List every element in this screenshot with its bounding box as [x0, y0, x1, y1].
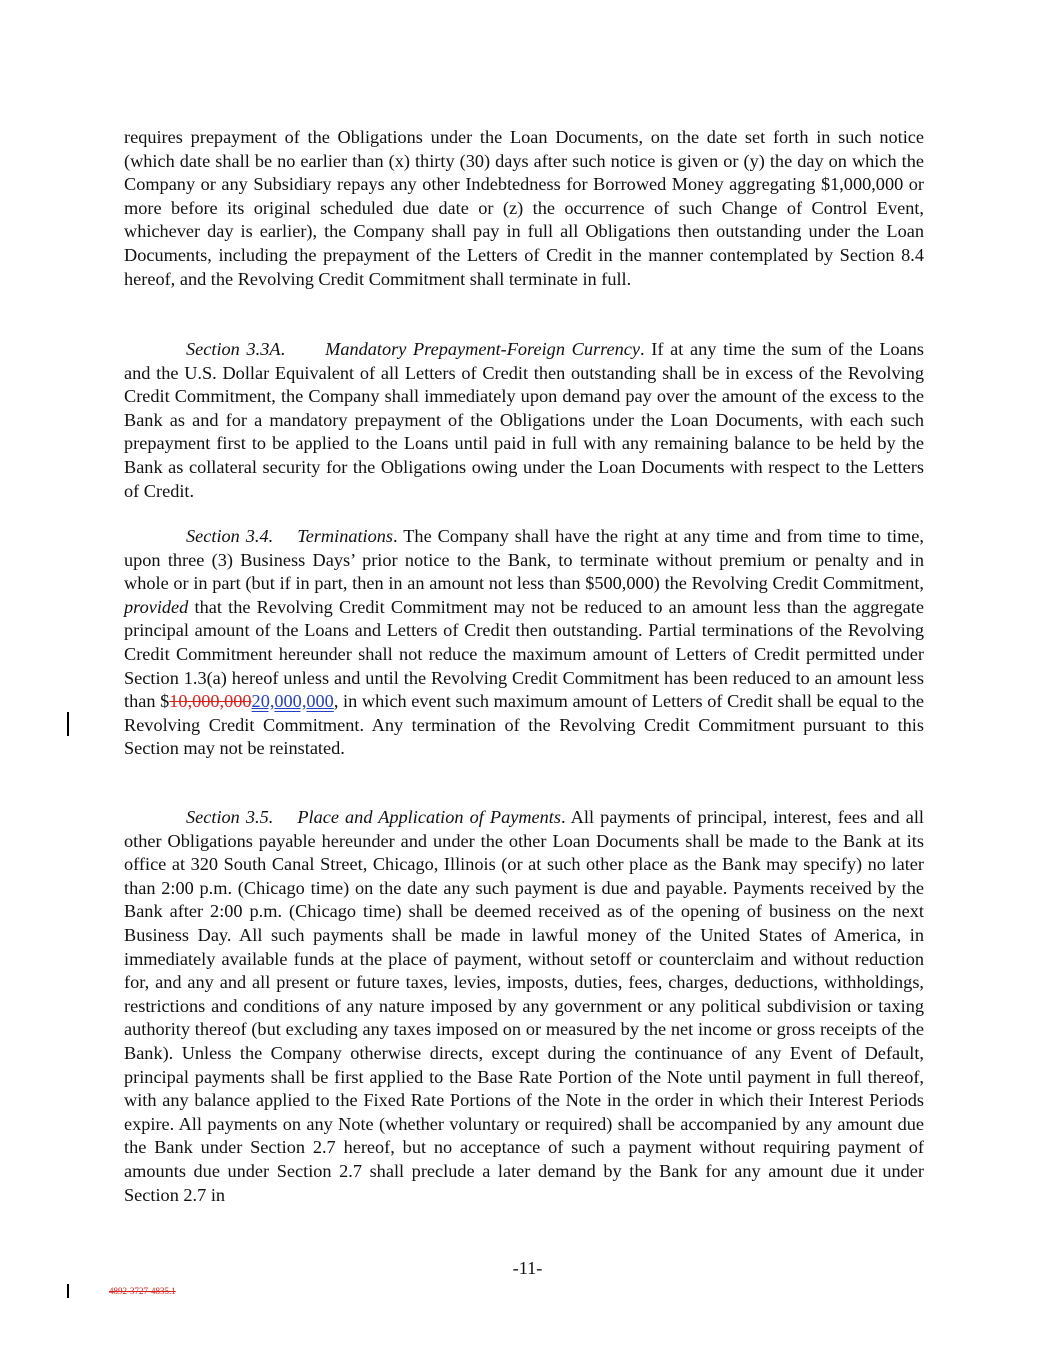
section-body-part-b: that the Revolving Credit Commitment may not be reduced to an amount less than the aggregate principal amount of the Loans and Letters of Credit then outstanding. Partial terminations of the Revolving Credit Commitment hereunder shall not reduce the maximum amount of Letters of Credit permitted under Section 1.3(a) hereof unless and until the Revolving Credit Commitment has been reduced to an amount less than $ [124, 596, 924, 712]
change-bar [67, 712, 69, 736]
paragraph-text: requires prepayment of the Obligations under the Loan Documents, on the date set forth in such notice (which date shall be no earlier than (x) thirty (30) days after such notice is given or (y) the day on which the Company or any Subsidiary repays any other Indebtedness for Borrowed Money aggregating $1,000,000 or more before its original scheduled due date or (z) the occurrence of such Change of Control Event, whichever day is earlier), the Company shall pay in full all Obligations then outstanding under the Loan Documents, including the prepayment of the Letters of Credit in the manner contemplated by Section 8.4 hereof, and the Revolving Credit Commitment shall terminate in full. [124, 127, 924, 289]
section-title: Place and Application of Payments [297, 807, 561, 827]
deleted-amount: 10,000,000 [169, 691, 252, 712]
section-title: Terminations [297, 526, 394, 546]
inserted-amount: 20,000,000 [251, 691, 334, 712]
section-body-part-a: The Company shall have the right at any time and from time to time, upon three (3) Business Days’ prior notice to the Bank, to terminate without premium or penalty and in whole or in part (but if in part, then in an amount not less than $500,000) the Revolving Credit Commitment, [124, 526, 924, 594]
section-body-part-c: , in which event such maximum amount of Letters of Credit shall be equal to the Revolving Credit Commitment. Any termination of the Revolving Credit Commitment pursuant to this Section may not be reinstated. [124, 691, 925, 759]
section-title: Mandatory Prepayment-Foreign Currency [325, 339, 641, 359]
footer-change-bar [67, 1284, 69, 1298]
section-number: Section 3.4. [186, 526, 274, 546]
section-3-5: Section 3.5. Place and Application of Payments. All payments of principal, interest, fees and all other Obligations payable hereunder and under the other Loan Documents shall be made to the Bank at its office at 320 South Canal Street, Chicago, Illinois (or at such other place as the Bank may specify) no later than 2:00 p.m. (Chicago time) on the date any such payment is due and payable. Payments received by the Bank after 2:00 p.m. (Chicago time) shall be deemed received as of the opening of business on the next Business Day. All such payments shall be made in lawful money of the United States of America, in immediately available funds at the place of payment, without setoff or counterclaim and without reduction for, and any and all present or future taxes, levies, imposts, duties, fees, charges, deductions, withholdings, restrictions and conditions of any nature imposed by any government or any political subdivision or taxing authority thereof (but excluding any taxes imposed on or measured by the net income or gross receipts of the Bank). Unless the Company otherwise directs, except during the continuance of any Event of Default, principal payments shall be first applied to the Base Rate Portion of the Note until payment in full thereof, with any balance applied to the Fixed Rate Portions of the Note in the order in which their Interest Periods expire. All payments on any Note (whether voluntary or required) shall be accompanied by any amount due the Bank under Section 2.7 hereof, but no acceptance of such a payment without requiring payment of amounts due under Section 2.7 shall preclude a later demand by the Bank for any amount due it under Section 2.7 in [124, 807, 924, 1205]
section-body: All payments of principal, interest, fees and all other Obligations payable hereunder and under the other Loan Documents shall be made to the Bank at its office at 320 South Canal Street, Chicago, Illinois (or at such other place as the Bank may specify) no later than 2:00 p.m. (Chicago time) on the date any such payment is due and payable. Payments received by the Bank after 2:00 p.m. (Chicago time) shall be deemed received as of the opening of business on the next Business Day. All such payments shall be made in lawful money of the United States of America, in immediately available funds at the place of payment, without setoff or counterclaim and without reduction for, and any and all present or future taxes, levies, imposts, duties, fees, charges, deductions, withholdings, restrictions and conditions of any nature imposed by any government or any political subdivision or taxing authority thereof (but excluding any taxes imposed on or measured by the net income or gross receipts of the Bank). Unless the Company otherwise directs, except during the continuance of any Event of Default, principal payments shall be first applied to the Base Rate Portion of the Note until payment in full thereof, with any balance applied to the Fixed Rate Portions of the Note in the order in which their Interest Periods expire. All payments on any Note (whether voluntary or required) shall be accompanied by any amount due the Bank under Section 2.7 hereof, but no acceptance of such a payment without requiring payment of amounts due under Section 2.7 shall preclude a later demand by the Bank for any amount due it under Section 2.7 in [124, 807, 924, 1205]
page-number: -11- [512, 1258, 543, 1278]
section-3-4: Section 3.4. Terminations. The Company shall have the right at any time and from time to time, upon three (3) Business Days’ prior notice to the Bank, to terminate without premium or penalty and in whole or in part (but if in part, then in an amount not less than $500,000) the Revolving Credit Commitment, provided that the Revolving Credit Commitment may not be reduced to an amount less than the aggregate principal amount of the Loans and Letters of Credit then outstanding. Partial terminations of the Revolving Credit Commitment hereunder shall not reduce the maximum amount of Letters of Credit permitted under Section 1.3(a) hereof unless and until the Revolving Credit Commitment has been reduced to an amount less than $10,000,00020,000,000, in which event such maximum amount of Letters of Credit shall be equal to the Revolving Credit Commitment. Any termination of the Revolving Credit Commitment pursuant to this Section may not be reinstated. [124, 526, 925, 759]
section-3-3a: Section 3.3A. Mandatory Prepayment-Foreign Currency. If at any time the sum of the Loans and the U.S. Dollar Equivalent of all Letters of Credit then outstanding shall be in excess of the Revolving Credit Commitment, the Company shall immediately upon demand pay over the amount of the excess to the Bank as and for a mandatory prepayment of the Obligations under the Loan Documents, with each such prepayment first to be applied to the Loans until paid in full with any remaining balance to be held by the Bank as collateral security for the Obligations owing under the Loan Documents with respect to the Letters of Credit. [124, 339, 924, 501]
paragraph-prepayment-continuation [124, 126, 924, 291]
section-body: If at any time the sum of the Loans and the U.S. Dollar Equivalent of all Letters of Credit then outstanding shall be in excess of the Revolving Credit Commitment, the Company shall immediately upon demand pay over the amount of the excess to the Bank as and for a mandatory prepayment of the Obligations under the Loan Documents, with each such prepayment first to be applied to the Loans until paid in full with any remaining balance to be held by the Bank as collateral security for the Obligations owing under the Loan Documents with respect to the Letters of Credit. [124, 339, 924, 501]
section-number: Section 3.3A [186, 339, 281, 359]
section-number: Section 3.5. [186, 807, 274, 827]
provided-term: provided [124, 596, 189, 617]
document-id: 4892-3727-4835.1 [109, 1286, 176, 1296]
